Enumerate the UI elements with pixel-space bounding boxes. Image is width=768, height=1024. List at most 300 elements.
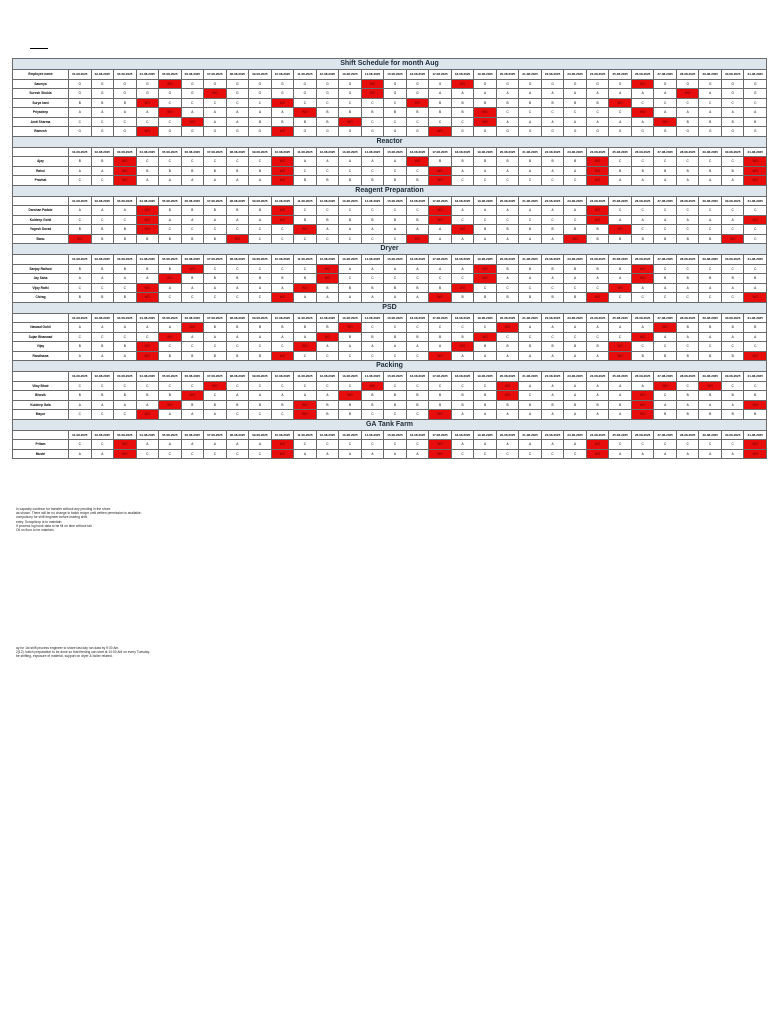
shift-cell: G [339,127,362,137]
shift-cell: B [339,108,362,118]
shift-cell: B [204,400,227,410]
note-line: ay for 1st shift process engineer to share last day run data by 9:30 Am. [16,646,120,650]
shift-cell: G [496,79,519,89]
shift-cell: B [114,391,137,401]
shift-cell: C [361,98,384,108]
shift-cell: C [496,283,519,293]
date-header-cell: 18-08-2025 [451,372,474,382]
weekly-off-cell: WO [204,381,227,391]
date-header-cell: 23-08-2025 [564,147,587,157]
shift-schedule-table [12,58,767,459]
date-header-cell: 01-08-2025 [69,255,92,265]
date-header-cell: 20-08-2025 [496,70,519,80]
weekly-off-cell: WO [271,351,294,361]
shift-cell: B [181,351,204,361]
shift-cell: C [699,264,722,274]
shift-cell: A [676,108,699,118]
shift-cell: C [406,323,429,333]
shift-cell: A [339,157,362,167]
shift-cell: C [69,176,92,186]
date-header-cell: 16-08-2025 [406,147,429,157]
date-header-cell: 23-08-2025 [564,196,587,206]
weekly-off-cell: WO [271,449,294,459]
shift-cell: C [384,206,407,216]
shift-cell: A [339,342,362,352]
shift-cell: A [204,215,227,225]
date-header-cell: 19-08-2025 [474,70,497,80]
notes-block-bottom [16,646,150,659]
date-header-cell: 20-08-2025 [496,196,519,206]
shift-cell: B [474,342,497,352]
shift-cell: A [114,206,137,216]
shift-cell: B [744,117,767,127]
date-header-cell: 08-08-2025 [226,430,249,440]
shift-cell: B [631,166,654,176]
shift-cell: B [294,176,317,186]
weekly-off-cell: WO [474,264,497,274]
weekly-off-cell: WO [474,274,497,284]
date-header-cell: 10-08-2025 [271,372,294,382]
shift-cell: C [384,440,407,450]
date-header-cell: 31-08-2025 [744,70,767,80]
shift-cell: G [249,127,272,137]
shift-cell: C [226,98,249,108]
shift-cell: A [609,381,632,391]
shift-cell: A [699,449,722,459]
weekly-off-cell: WO [114,440,137,450]
weekly-off-cell: WO [429,127,452,137]
section-header-row [13,244,767,255]
shift-cell: A [249,332,272,342]
date-header-cell: 04-08-2025 [136,196,159,206]
shift-cell: B [631,351,654,361]
weekly-off-cell: WO [451,225,474,235]
shift-cell: A [519,274,542,284]
shift-cell: A [721,176,744,186]
shift-cell: A [496,166,519,176]
shift-cell: B [654,410,677,420]
shift-cell: A [429,264,452,274]
shift-cell: A [136,274,159,284]
shift-cell: B [406,391,429,401]
date-header-cell: 30-08-2025 [721,430,744,440]
shift-cell: C [676,264,699,274]
weekly-off-cell: WO [654,323,677,333]
shift-cell: A [226,332,249,342]
shift-cell: A [519,381,542,391]
date-header-cell: 26-08-2025 [631,255,654,265]
shift-cell: B [249,400,272,410]
shift-cell: A [114,351,137,361]
shift-cell: A [699,283,722,293]
shift-cell: C [541,108,564,118]
shift-cell: B [384,283,407,293]
weekly-off-cell: WO [631,79,654,89]
shift-cell: A [541,234,564,244]
shift-cell: C [249,234,272,244]
weekly-off-cell: WO [271,206,294,216]
shift-cell: B [204,323,227,333]
shift-cell: C [181,157,204,167]
shift-cell: A [519,351,542,361]
date-header-cell: 01-08-2025 [69,372,92,382]
shift-cell: C [519,449,542,459]
shift-cell: A [519,166,542,176]
date-header-cell: 11-08-2025 [294,255,317,265]
date-header-cell: 07-08-2025 [204,430,227,440]
shift-cell: A [249,440,272,450]
date-header-cell: 24-08-2025 [586,372,609,382]
weekly-off-cell: WO [114,157,137,167]
shift-cell: B [339,283,362,293]
shift-cell: C [654,264,677,274]
shift-cell: A [69,449,92,459]
shift-cell: C [564,332,587,342]
weekly-off-cell: WO [429,166,452,176]
shift-cell: B [519,264,542,274]
shift-cell: A [249,108,272,118]
date-header-cell: 24-08-2025 [586,313,609,323]
shift-cell: B [429,108,452,118]
date-header-cell: 25-08-2025 [609,372,632,382]
shift-cell: C [744,225,767,235]
employee-row [13,264,767,274]
date-header-cell: 27-08-2025 [654,313,677,323]
shift-cell: C [744,98,767,108]
shift-cell: B [631,234,654,244]
weekly-off-cell: WO [181,117,204,127]
shift-cell: A [676,283,699,293]
shift-cell: A [474,206,497,216]
date-header-cell: 12-08-2025 [316,70,339,80]
shift-cell: C [699,342,722,352]
shift-cell: A [721,215,744,225]
weekly-off-cell: WO [136,410,159,420]
shift-cell: G [654,127,677,137]
weekly-off-cell: WO [744,166,767,176]
shift-cell: B [69,98,92,108]
shift-cell: A [69,400,92,410]
shift-cell: C [271,225,294,235]
shift-cell: A [91,351,114,361]
employee-name: Priyadeep [13,108,69,118]
weekly-off-cell: WO [339,323,362,333]
shift-cell: A [564,440,587,450]
shift-cell: C [609,108,632,118]
blank-name-header [13,430,69,440]
employee-row [13,293,767,303]
shift-cell: B [451,108,474,118]
section-header-row [13,361,767,372]
shift-cell: C [609,157,632,167]
shift-cell: A [564,117,587,127]
shift-cell: G [406,127,429,137]
weekly-off-cell: WO [294,225,317,235]
date-header-cell: 11-08-2025 [294,196,317,206]
date-header-cell: 18-08-2025 [451,313,474,323]
employee-row [13,323,767,333]
shift-cell: C [744,206,767,216]
date-header-cell: 22-08-2025 [541,372,564,382]
date-header-cell: 10-08-2025 [271,313,294,323]
weekly-off-cell: WO [744,176,767,186]
shift-cell: B [339,215,362,225]
shift-cell: A [249,176,272,186]
shift-cell: A [159,440,182,450]
shift-cell: C [406,117,429,127]
shift-cell: B [721,410,744,420]
title-row [13,59,767,70]
shift-cell: B [586,225,609,235]
shift-cell: B [294,215,317,225]
shift-cell: C [316,381,339,391]
shift-cell: C [384,234,407,244]
date-header-cell: 21-08-2025 [519,372,542,382]
weekly-off-cell: WO [429,206,452,216]
shift-cell: C [69,410,92,420]
shift-cell: B [91,293,114,303]
shift-cell: C [136,381,159,391]
date-header-cell: 12-08-2025 [316,372,339,382]
shift-cell: C [91,176,114,186]
shift-cell: C [384,274,407,284]
shift-cell: G [91,89,114,99]
weekly-off-cell: WO [361,79,384,89]
date-header-cell: 09-08-2025 [249,196,272,206]
shift-cell: B [541,264,564,274]
shift-cell: B [496,342,519,352]
shift-cell: A [676,400,699,410]
shift-cell: B [429,157,452,167]
employee-name: Chirag [13,293,69,303]
date-header-cell: 25-08-2025 [609,70,632,80]
shift-cell: C [91,332,114,342]
shift-cell: C [519,176,542,186]
shift-cell: B [676,351,699,361]
shift-cell: B [451,400,474,410]
date-header-cell: 10-08-2025 [271,196,294,206]
weekly-off-cell: WO [496,391,519,401]
weekly-off-cell: WO [631,332,654,342]
shift-cell: A [609,410,632,420]
weekly-off-cell: WO [586,440,609,450]
shift-cell: B [496,293,519,303]
shift-cell: C [91,440,114,450]
shift-cell: A [204,283,227,293]
date-header-cell: 05-08-2025 [159,255,182,265]
date-header-cell: 02-08-2025 [91,372,114,382]
shift-cell: B [136,391,159,401]
shift-cell: C [114,117,137,127]
shift-cell: A [519,323,542,333]
shift-cell: C [294,166,317,176]
shift-cell: A [136,108,159,118]
date-header-cell: 27-08-2025 [654,70,677,80]
shift-cell: C [451,176,474,186]
shift-cell: B [249,206,272,216]
shift-cell: A [721,400,744,410]
date-header-cell: 08-08-2025 [226,196,249,206]
blank-name-header [13,255,69,265]
employee-name: Randhawa [13,351,69,361]
shift-cell: A [384,157,407,167]
date-header-cell: 11-08-2025 [294,147,317,157]
date-header-cell: 02-08-2025 [91,70,114,80]
shift-cell: A [744,108,767,118]
shift-cell: C [676,381,699,391]
shift-cell: A [316,225,339,235]
date-header-cell: 28-08-2025 [676,430,699,440]
shift-cell: B [69,157,92,167]
shift-cell: C [91,283,114,293]
shift-cell: C [361,274,384,284]
date-header-cell: 21-08-2025 [519,255,542,265]
date-header-cell: 07-08-2025 [204,255,227,265]
shift-cell: A [586,391,609,401]
shift-cell: A [496,410,519,420]
date-header-cell: 13-08-2025 [339,313,362,323]
shift-cell: A [744,332,767,342]
shift-cell: A [541,206,564,216]
shift-cell: B [91,264,114,274]
shift-cell: A [114,108,137,118]
date-header-cell: 29-08-2025 [699,196,722,206]
shift-cell: B [114,98,137,108]
date-header-cell: 17-08-2025 [429,372,452,382]
shift-cell: A [204,117,227,127]
shift-cell: A [609,391,632,401]
shift-cell: C [406,440,429,450]
date-header-cell: 10-08-2025 [271,430,294,440]
shift-cell: C [406,351,429,361]
shift-cell: C [631,342,654,352]
weekly-off-cell: WO [271,157,294,167]
shift-cell: A [699,108,722,118]
date-header-cell: 22-08-2025 [541,430,564,440]
weekly-off-cell: WO [181,391,204,401]
weekly-off-cell: WO [631,108,654,118]
shift-cell: G [181,79,204,89]
shift-cell: B [654,351,677,361]
shift-cell: G [564,127,587,137]
employee-name: Suresh Shukla [13,89,69,99]
weekly-off-cell: WO [474,117,497,127]
shift-cell: B [226,274,249,284]
date-header-cell: 21-08-2025 [519,196,542,206]
shift-cell: C [271,410,294,420]
shift-cell: C [361,117,384,127]
shift-cell: A [114,400,137,410]
shift-cell: B [226,166,249,176]
shift-cell: C [204,225,227,235]
date-header-cell: 13-08-2025 [339,147,362,157]
note-line: be shifting, exposure of material, support on dryer & boiler related. [16,654,113,659]
shift-cell: C [294,351,317,361]
shift-cell: C [249,293,272,303]
date-header-cell: 26-08-2025 [631,196,654,206]
date-header-cell: 08-08-2025 [226,313,249,323]
shift-cell: B [676,323,699,333]
date-header-cell: 31-08-2025 [744,147,767,157]
date-header-cell: 10-08-2025 [271,147,294,157]
shift-cell: A [654,108,677,118]
shift-cell: C [249,98,272,108]
shift-cell: B [91,98,114,108]
shift-cell: A [541,166,564,176]
shift-cell: C [249,342,272,352]
shift-cell: B [339,332,362,342]
weekly-off-cell: WO [159,274,182,284]
shift-cell: B [384,332,407,342]
shift-cell: A [429,342,452,352]
date-header-cell: 04-08-2025 [136,372,159,382]
shift-cell: A [541,274,564,284]
weekly-off-cell: WO [181,323,204,333]
date-header-cell: 07-08-2025 [204,147,227,157]
shift-cell: G [114,89,137,99]
shift-cell: B [114,342,137,352]
shift-cell: G [361,127,384,137]
shift-cell: A [609,176,632,186]
shift-cell: B [316,283,339,293]
shift-cell: B [564,342,587,352]
shift-cell: A [474,89,497,99]
shift-cell: G [204,127,227,137]
date-header-cell: 29-08-2025 [699,313,722,323]
shift-cell: C [609,293,632,303]
employee-row [13,332,767,342]
shift-cell: C [474,283,497,293]
shift-cell: A [541,410,564,420]
weekly-off-cell: WO [361,381,384,391]
weekly-off-cell: WO [586,176,609,186]
shift-cell: A [631,381,654,391]
date-header-row [13,430,767,440]
shift-cell: C [541,176,564,186]
date-header-cell: 08-08-2025 [226,70,249,80]
date-header-cell: 24-08-2025 [586,147,609,157]
shift-cell: C [226,410,249,420]
date-header-cell: 11-08-2025 [294,313,317,323]
date-header-cell: 27-08-2025 [654,372,677,382]
date-header-row [13,255,767,265]
shift-cell: A [451,234,474,244]
shift-cell: B [204,206,227,216]
shift-cell: B [519,157,542,167]
date-header-cell: 03-08-2025 [114,372,137,382]
shift-cell: A [226,283,249,293]
shift-cell: C [699,225,722,235]
shift-cell: G [474,79,497,89]
shift-cell: A [361,293,384,303]
shift-cell: C [744,342,767,352]
shift-cell: C [519,215,542,225]
shift-cell: B [609,166,632,176]
shift-cell: C [339,234,362,244]
shift-cell: A [676,449,699,459]
employee-row [13,127,767,137]
shift-cell: B [586,342,609,352]
shift-cell: B [204,166,227,176]
shift-cell: C [69,332,92,342]
employee-row [13,410,767,420]
date-header-cell: 13-08-2025 [339,372,362,382]
blank-name-header [13,372,69,382]
shift-cell: A [496,234,519,244]
shift-cell: C [384,166,407,176]
date-header-cell: 28-08-2025 [676,147,699,157]
date-header-cell: 17-08-2025 [429,196,452,206]
